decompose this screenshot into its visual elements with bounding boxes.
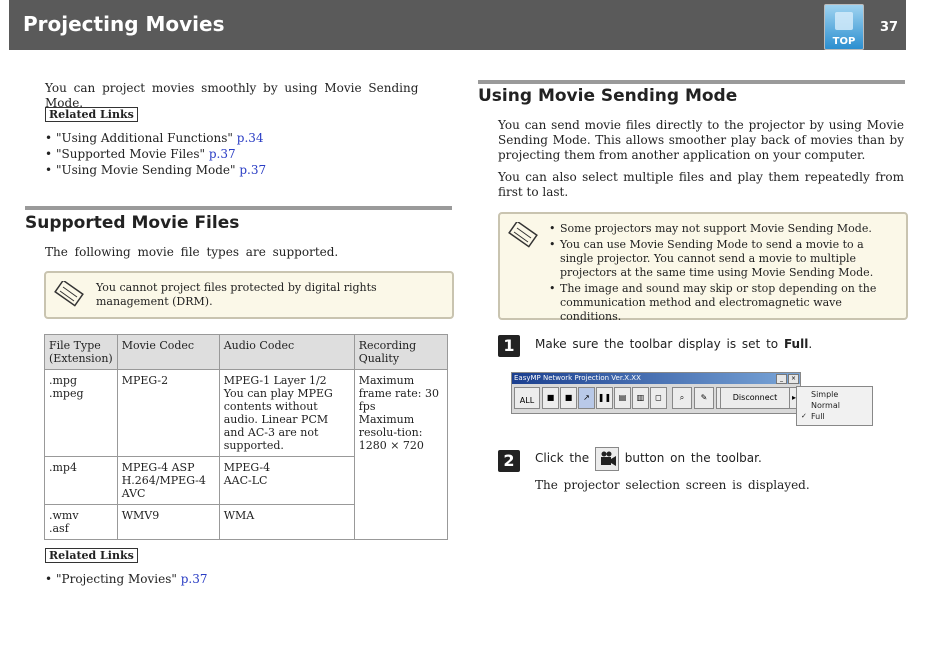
menu-item[interactable]: ✓ Full [797, 411, 872, 422]
stop-icon[interactable]: ■ [560, 387, 577, 409]
paragraph: You can send movie files directly to the projector by using Movie Sending Mode. This allows smoother play back of movies than by projecting them from another application on your computer. [498, 118, 904, 162]
table-cell: .mpg .mpeg [45, 370, 118, 457]
menu-item[interactable]: Normal [811, 401, 840, 410]
tools-icon[interactable]: ✎ [694, 387, 714, 409]
list-item: • "Supported Movie Files" p.37 [45, 146, 445, 162]
top-label: TOP [832, 36, 856, 47]
step-2-badge: 2 [498, 450, 520, 472]
page-header [9, 0, 906, 50]
projector-search-icon[interactable]: ⌕ [672, 387, 692, 409]
note-item: • Some projectors may not support Movie Sending Mode. [549, 222, 895, 236]
header-cell: File Type (Extension) [45, 335, 118, 370]
table-cell: WMA [219, 505, 354, 540]
step-2-text: Click the button on the toolbar. [535, 446, 762, 471]
movie-files-table [44, 334, 448, 540]
note-list [549, 222, 895, 324]
quality-cell: Maximum frame rate: 30 fps Maximum resolu-tion: 1280 × 720 [354, 370, 447, 540]
note-text: You cannot project files protected by digital rights management (DRM). [96, 281, 377, 308]
close-icon: × [788, 374, 799, 384]
note-item: • You can use Movie Sending Mode to send a movie to a single projector. You cannot send a movie to multiple projectors at the same time using Movie Sending Mode. [549, 238, 895, 280]
list-item: • "Using Additional Functions" p.34 [45, 130, 445, 146]
page-link[interactable]: p.37 [208, 147, 236, 161]
table-cell: .wmv .asf [45, 505, 118, 540]
related-links-label: Related Links [45, 107, 138, 122]
header-cell: Movie Codec [117, 335, 219, 370]
movie-camera-icon [595, 447, 619, 471]
book-icon [835, 12, 853, 30]
step-2-result: The projector selection screen is displayed. [535, 478, 810, 492]
list-item: • "Using Movie Sending Mode" p.37 [45, 162, 445, 178]
chevron-right-icon[interactable]: ▸ [789, 387, 799, 409]
table-cell: MPEG-4 AAC-LC [219, 457, 354, 505]
intro-text: You can project movies smoothly by using Movie Sending Mode. [45, 81, 419, 110]
section-divider [25, 206, 452, 210]
page-title: Projecting Movies [23, 12, 225, 36]
all-button[interactable]: ALL [514, 387, 540, 409]
menu-item[interactable]: Simple [811, 390, 839, 399]
toolbar-window-title: EasyMP Network Projection Ver.X.XX [512, 373, 800, 384]
pencil-note-icon [54, 281, 86, 309]
stop-icon[interactable]: ■ [542, 387, 559, 409]
header-cell: Audio Codec [219, 335, 354, 370]
step-1-badge: 1 [498, 335, 520, 357]
page-link[interactable]: p.37 [239, 163, 267, 177]
table-cell: .mp4 [45, 457, 118, 505]
remote-icon[interactable]: ▥ [632, 387, 649, 409]
monitor-icon[interactable]: ◻ [650, 387, 667, 409]
top-button[interactable] [824, 4, 864, 50]
section-heading: Supported Movie Files [25, 213, 240, 233]
page-link[interactable]: p.34 [236, 131, 264, 145]
minimize-icon: _ [776, 374, 787, 384]
table-cell: MPEG-1 Layer 1/2 You can play MPEG contents without audio. Linear PCM and AC-3 are not supported. [219, 370, 354, 457]
note-box [498, 212, 908, 323]
table-cell: WMV9 [117, 505, 219, 540]
table-header-row [45, 335, 448, 370]
page-number: 37 [880, 20, 899, 35]
section-intro: The following movie file types are supported. [45, 245, 339, 259]
related-links-list [45, 571, 445, 587]
related-links-list [45, 130, 445, 178]
screen-icon[interactable]: ▤ [614, 387, 631, 409]
disconnect-button[interactable]: Disconnect [720, 387, 790, 409]
section-heading: Using Movie Sending Mode [478, 86, 738, 106]
pause-icon[interactable]: ❚❚ [596, 387, 613, 409]
related-links-label: Related Links [45, 548, 138, 563]
presentation-icon[interactable]: ↗ [578, 387, 595, 409]
page-link[interactable]: p.37 [180, 572, 208, 586]
note-item: • The image and sound may skip or stop depending on the communication method and electromagnetic wave conditions. [549, 282, 895, 324]
section-divider [478, 80, 905, 84]
step-1-text: Make sure the toolbar display is set to Full. [535, 337, 813, 351]
paragraph: You can also select multiple files and play them repeatedly from first to last. [498, 170, 904, 199]
table-cell: MPEG-4 ASP H.264/MPEG-4 AVC [117, 457, 219, 505]
table-row [45, 370, 448, 457]
toolbar-display-menu [796, 386, 873, 426]
list-item: • "Projecting Movies" p.37 [45, 571, 445, 587]
header-cell: Recording Quality [354, 335, 447, 370]
toolbar-screenshot [511, 372, 801, 414]
note-box [44, 271, 454, 319]
pencil-note-icon [508, 222, 540, 250]
table-cell: MPEG-2 [117, 370, 219, 457]
